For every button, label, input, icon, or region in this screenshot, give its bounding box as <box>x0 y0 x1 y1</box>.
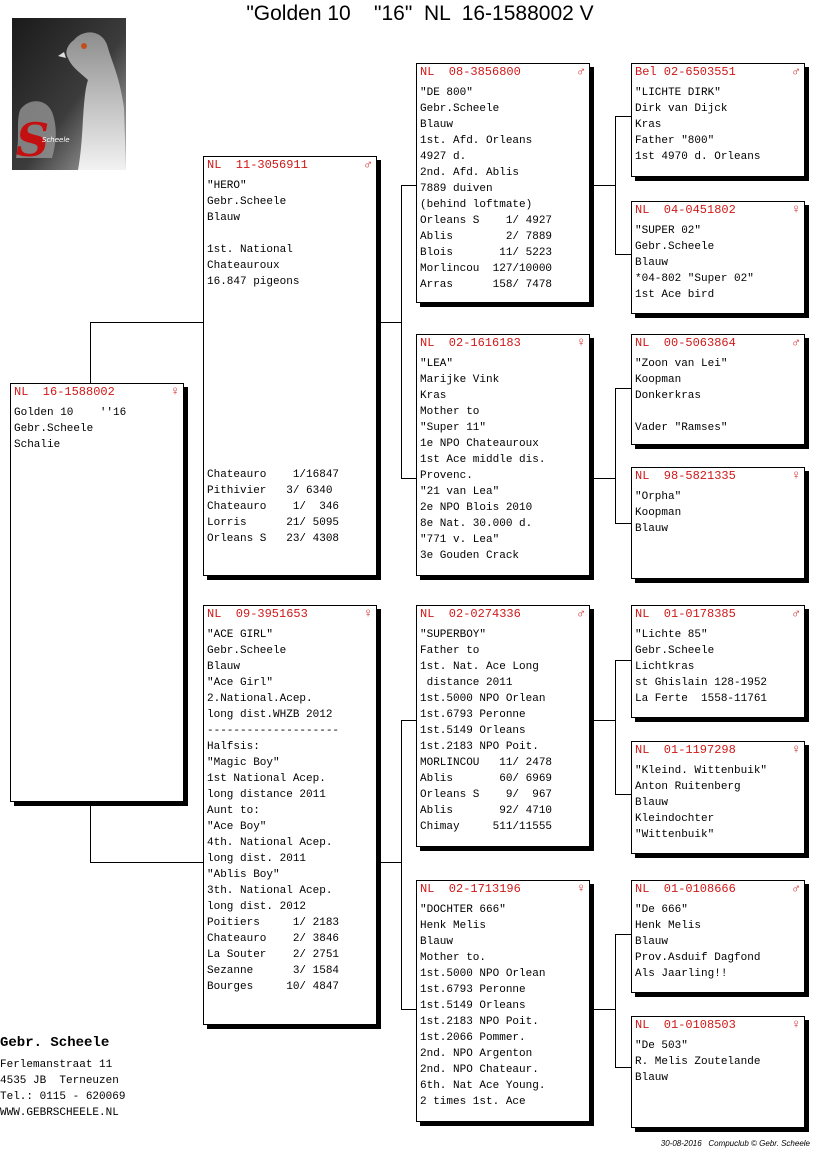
breeder-phone: Tel.: 0115 - 620069 <box>0 1091 126 1103</box>
info-line: Ablis 92/ 4710 <box>420 805 553 817</box>
breeder-address: Ferlemanstraat 11 <box>0 1059 113 1071</box>
breeder-info <box>0 1033 125 1121</box>
info-line: 1st Ace middle dis. <box>420 454 546 466</box>
info-line: Provenc. <box>420 470 473 482</box>
pigeon-card-ssd[interactable] <box>631 201 805 314</box>
connector-line <box>401 185 402 479</box>
connector-line <box>615 254 631 255</box>
info-line: Sezanne 3/ 1584 <box>207 965 340 977</box>
info-line: long distance 2011 <box>207 789 326 801</box>
info-line: Blauw <box>635 936 669 948</box>
info-line: 2nd. NPO Argenton <box>420 1048 533 1060</box>
pigeon-info <box>420 902 545 1110</box>
info-line: Blois 11/ 5223 <box>420 247 553 259</box>
pigeon-card-subject[interactable] <box>10 383 184 802</box>
male-symbol-icon: ♂ <box>792 64 800 79</box>
info-line: 16.847 pigeons <box>207 276 300 288</box>
info-line: long dist. 2011 <box>207 853 307 865</box>
pigeon-card-ds[interactable] <box>416 605 590 847</box>
info-line: 1st National Acep. <box>207 773 326 785</box>
info-line: Koopman <box>635 507 682 519</box>
connector-line <box>615 388 631 389</box>
info-line: 2nd. Afd. Ablis <box>420 167 520 179</box>
info-line: "Wittenbuik" <box>635 829 715 841</box>
connector-line <box>594 478 616 479</box>
connector-line <box>401 720 402 1010</box>
female-symbol-icon: ♀ <box>577 335 585 350</box>
pigeon-card-sd[interactable] <box>416 334 590 576</box>
connector-line <box>401 1009 416 1010</box>
pigeon-info <box>635 223 754 303</box>
info-line: 1st.5000 NPO Orlean <box>420 693 546 705</box>
logo-letter: S <box>16 113 50 167</box>
pigeon-info <box>635 1038 760 1086</box>
female-symbol-icon: ♀ <box>792 742 800 757</box>
info-line: 2nd. NPO Chateaur. <box>420 1064 539 1076</box>
info-line: 1st.6793 Peronne <box>420 984 526 996</box>
info-line: R. Melis Zoutelande <box>635 1056 761 1068</box>
pigeon-card-dam[interactable] <box>203 605 377 1025</box>
connector-line <box>90 322 204 323</box>
info-line <box>635 404 727 420</box>
info-line: MORLINCOU 11/ 2478 <box>420 757 553 769</box>
ring-number: NL 00-5063864 ♂ <box>635 335 800 350</box>
connector-line <box>401 478 416 479</box>
info-line: La Souter 2/ 2751 <box>207 949 340 961</box>
connector-line <box>615 116 631 117</box>
info-line: "HERO" <box>207 180 247 192</box>
connector-line <box>90 806 91 863</box>
connector-line <box>401 720 416 721</box>
info-line: Kras <box>420 390 447 402</box>
pigeon-card-sds[interactable] <box>631 334 805 445</box>
connector-line <box>594 1009 616 1010</box>
info-line: Mother to <box>420 406 480 418</box>
info-line: Orleans S 9/ 967 <box>420 789 553 801</box>
info-line: Blauw <box>635 797 669 809</box>
connector-line <box>90 862 204 863</box>
info-line: 1st.5149 Orleans <box>420 725 526 737</box>
info-line: Father to <box>420 645 480 657</box>
info-line: "De 503" <box>635 1040 688 1052</box>
info-line: "DOCHTER 666" <box>420 904 506 916</box>
info-line: Morlincou 127/10000 <box>420 263 553 275</box>
pigeon-card-dd[interactable] <box>416 880 590 1122</box>
connector-line <box>615 523 631 524</box>
connector-line <box>380 322 402 323</box>
pigeon-card-ss[interactable] <box>416 63 590 303</box>
info-line: Als Jaarling!! <box>635 968 728 980</box>
info-line: (behind loftmate) <box>420 199 533 211</box>
breeder-name: Gebr. Scheele <box>0 1035 110 1051</box>
connector-line <box>90 322 91 383</box>
info-line: Blauw <box>420 119 454 131</box>
pigeon-info <box>635 902 760 982</box>
male-symbol-icon: ♂ <box>792 606 800 621</box>
info-line: "Zoon van Lei" <box>635 358 728 370</box>
ring-number: NL 01-0178385 ♂ <box>635 606 800 621</box>
pigeon-card-dds[interactable] <box>631 880 805 993</box>
info-line: Marijke Vink <box>420 374 500 386</box>
male-symbol-icon: ♂ <box>792 881 800 896</box>
info-line: 2 times 1st. Ace <box>420 1096 526 1108</box>
ring-number: NL 04-0451802 ♀ <box>635 202 800 217</box>
info-line: "Ace Girl" <box>207 677 274 689</box>
info-line: 1st. Nat. Ace Long <box>420 661 539 673</box>
info-line: Golden 10 ''16 <box>14 407 127 419</box>
ring-number: NL 09-3951653 ♀ <box>207 606 372 621</box>
info-line: 1st.2066 Pommer. <box>420 1032 526 1044</box>
female-symbol-icon: ♀ <box>792 1017 800 1032</box>
male-symbol-icon: ♂ <box>577 64 585 79</box>
connector-line <box>594 720 616 721</box>
info-line: Kras <box>635 119 662 131</box>
info-line: Schalie <box>14 439 61 451</box>
info-line <box>207 226 299 242</box>
pigeon-card-ddd[interactable] <box>631 1016 805 1128</box>
info-line: Henk Melis <box>420 920 487 932</box>
info-line: "SUPER 02" <box>635 225 702 237</box>
info-line: 1st.6793 Peronne <box>420 709 526 721</box>
info-line: "771 v. Lea" <box>420 534 500 546</box>
info-line: Gebr.Scheele <box>635 645 715 657</box>
info-line: 1e NPO Chateauroux <box>420 438 539 450</box>
info-line: Chateauro 2/ 3846 <box>207 933 340 945</box>
info-line: distance 2011 <box>420 677 513 689</box>
ring-number: NL 02-0274336 ♂ <box>420 606 585 621</box>
ring-number: NL 01-0108666 ♂ <box>635 881 800 896</box>
info-line: Prov.Asduif Dagfond <box>635 952 761 964</box>
breeder-website[interactable]: WWW.GEBRSCHEELE.NL <box>0 1107 119 1119</box>
connector-line <box>615 660 631 661</box>
info-line: -------------------- <box>207 725 340 737</box>
info-line: "LICHTE DIRK" <box>635 87 721 99</box>
info-line: 1st.2183 NPO Poit. <box>420 1016 539 1028</box>
female-symbol-icon: ♀ <box>792 468 800 483</box>
info-line: 1st.5000 NPO Orlean <box>420 968 546 980</box>
ring-number: NL 02-1713196 ♀ <box>420 881 585 896</box>
info-line: Koopman <box>635 374 682 386</box>
info-line: Dirk van Dijck <box>635 103 728 115</box>
info-line: 4th. National Acep. <box>207 837 333 849</box>
connector-line <box>401 185 416 186</box>
info-line: Gebr.Scheele <box>420 103 500 115</box>
ring-number: NL 08-3856800 ♂ <box>420 64 585 79</box>
female-symbol-icon: ♀ <box>792 202 800 217</box>
info-line: Lichtkras <box>635 661 695 673</box>
ring-number: NL 98-5821335 ♀ <box>635 468 800 483</box>
female-symbol-icon: ♀ <box>364 606 372 621</box>
pigeon-info <box>420 356 545 564</box>
pigeon-card-sss[interactable] <box>631 63 805 177</box>
info-line: Kleindochter <box>635 813 715 825</box>
info-line: long dist. 2012 <box>207 901 307 913</box>
info-line: "Ace Boy" <box>207 821 267 833</box>
info-line: Donkerkras <box>635 390 702 402</box>
info-line: Blauw <box>207 661 241 673</box>
female-symbol-icon: ♀ <box>577 881 585 896</box>
connector-line <box>615 934 616 1068</box>
info-line: Father "800" <box>635 135 715 147</box>
info-line: Gebr.Scheele <box>207 645 287 657</box>
info-line: Bourges 10/ 4847 <box>207 981 340 993</box>
connector-line <box>615 388 616 524</box>
female-symbol-icon: ♀ <box>171 384 179 399</box>
info-line: *04-802 "Super 02" <box>635 273 754 285</box>
breeder-city: 4535 JB Terneuzen <box>0 1075 119 1087</box>
connector-line <box>615 116 616 255</box>
info-line: "Orpha" <box>635 491 682 503</box>
info-line: 1st. National <box>207 244 293 256</box>
page-title: "Golden 10 "16" NL 16-1588002 V <box>246 2 594 25</box>
footer-credit: 30-08-2016 Compuclub © Gebr. Scheele <box>660 1139 810 1148</box>
info-line: "Super 11" <box>420 422 487 434</box>
info-line: "Magic Boy" <box>207 757 280 769</box>
info-line: st Ghislain 128-1952 <box>635 677 768 689</box>
info-line: Arras 158/ 7478 <box>420 279 553 291</box>
info-line: Gebr.Scheele <box>14 423 94 435</box>
pigeon-info <box>635 356 727 436</box>
info-line: "Lichte 85" <box>635 629 708 641</box>
connector-line <box>615 660 616 795</box>
info-line: Chateauroux <box>207 260 280 272</box>
info-line: Gebr.Scheele <box>207 196 287 208</box>
info-line: Chateauro 1/ 346 <box>207 501 340 513</box>
info-line: "ACE GIRL" <box>207 629 274 641</box>
info-line: "SUPERBOY" <box>420 629 487 641</box>
pigeon-info <box>14 405 126 453</box>
info-line: Chateauro 1/16847 <box>207 469 340 481</box>
pigeon-card-sdd[interactable] <box>631 467 805 579</box>
info-line: Mother to. <box>420 952 487 964</box>
ring-number: NL 11-3056911 ♂ <box>207 157 372 172</box>
pigeon-card-dsd[interactable] <box>631 741 805 854</box>
pigeon-info <box>635 763 767 843</box>
ring-number: NL 16-1588002 ♀ <box>14 384 179 399</box>
connector-line <box>615 794 631 795</box>
info-line: 6th. Nat Ace Young. <box>420 1080 546 1092</box>
info-line: Pithivier 3/ 6340 <box>207 485 333 497</box>
pigeon-info <box>420 85 552 293</box>
ring-number: NL 01-1197298 ♀ <box>635 742 800 757</box>
info-line: Henk Melis <box>635 920 702 932</box>
info-line: Vader "Ramses" <box>635 422 728 434</box>
pigeon-logo-icon <box>12 18 126 170</box>
info-line: 1st Ace bird <box>635 289 715 301</box>
ring-number: Bel 02-6503551 ♂ <box>635 64 800 79</box>
pigeon-info <box>635 85 760 165</box>
info-line: long dist.WHZB 2012 <box>207 709 333 721</box>
info-line: Blauw <box>420 936 454 948</box>
info-line: Blauw <box>635 257 669 269</box>
info-line: 4927 d. <box>420 151 467 163</box>
info-line: "DE 800" <box>420 87 473 99</box>
info-line: Anton Ruitenberg <box>635 781 741 793</box>
connector-line <box>594 185 616 186</box>
connector-line <box>615 1067 631 1068</box>
info-line: 8e Nat. 30.000 d. <box>420 518 533 530</box>
info-line: Blauw <box>635 523 669 535</box>
info-line: 3e Gouden Crack <box>420 550 520 562</box>
info-line: "De 666" <box>635 904 688 916</box>
info-line: "Kleind. Wittenbuik" <box>635 765 768 777</box>
pigeon-info <box>635 627 767 707</box>
info-line: 2.National.Acep. <box>207 693 313 705</box>
pigeon-card-sire[interactable] <box>203 156 377 576</box>
info-line: Blauw <box>207 212 241 224</box>
info-line: 1st 4970 d. Orleans <box>635 151 761 163</box>
info-line: 1st.5149 Orleans <box>420 1000 526 1012</box>
connector-line <box>380 862 402 863</box>
info-line: 2e NPO Blois 2010 <box>420 502 533 514</box>
info-line: Blauw <box>635 1072 669 1084</box>
male-symbol-icon: ♂ <box>364 157 372 172</box>
pigeon-info <box>420 627 552 835</box>
pigeon-card-dss[interactable] <box>631 605 805 718</box>
info-line: Gebr.Scheele <box>635 241 715 253</box>
info-line: 1st.2183 NPO Poit. <box>420 741 539 753</box>
info-line: Orleans S 23/ 4308 <box>207 533 340 545</box>
info-line: 3th. National Acep. <box>207 885 333 897</box>
connector-line <box>615 934 631 935</box>
info-line: 1st. Afd. Orleans <box>420 135 533 147</box>
info-line: "Ablis Boy" <box>207 869 280 881</box>
info-line: Poitiers 1/ 2183 <box>207 917 340 929</box>
race-results <box>207 467 339 547</box>
pigeon-info <box>635 489 681 537</box>
ring-number: NL 02-1616183 ♀ <box>420 335 585 350</box>
pigeon-info <box>207 627 339 995</box>
logo-caption: Scheele <box>42 136 70 144</box>
male-symbol-icon: ♂ <box>792 335 800 350</box>
info-line: "21 van Lea" <box>420 486 500 498</box>
ring-number: NL 01-0108503 ♀ <box>635 1017 800 1032</box>
info-line: La Ferte 1558-11761 <box>635 693 768 705</box>
info-line: Lorris 21/ 5095 <box>207 517 340 529</box>
info-line: Ablis 60/ 6969 <box>420 773 553 785</box>
pigeon-info <box>207 178 299 290</box>
info-line: Halfsis: <box>207 741 260 753</box>
info-line: Orleans S 1/ 4927 <box>420 215 553 227</box>
info-line: Chimay 511/11555 <box>420 821 553 833</box>
info-line: 7889 duiven <box>420 183 493 195</box>
male-symbol-icon: ♂ <box>577 606 585 621</box>
info-line: "LEA" <box>420 358 454 370</box>
info-line: Ablis 2/ 7889 <box>420 231 553 243</box>
info-line: Aunt to: <box>207 805 260 817</box>
